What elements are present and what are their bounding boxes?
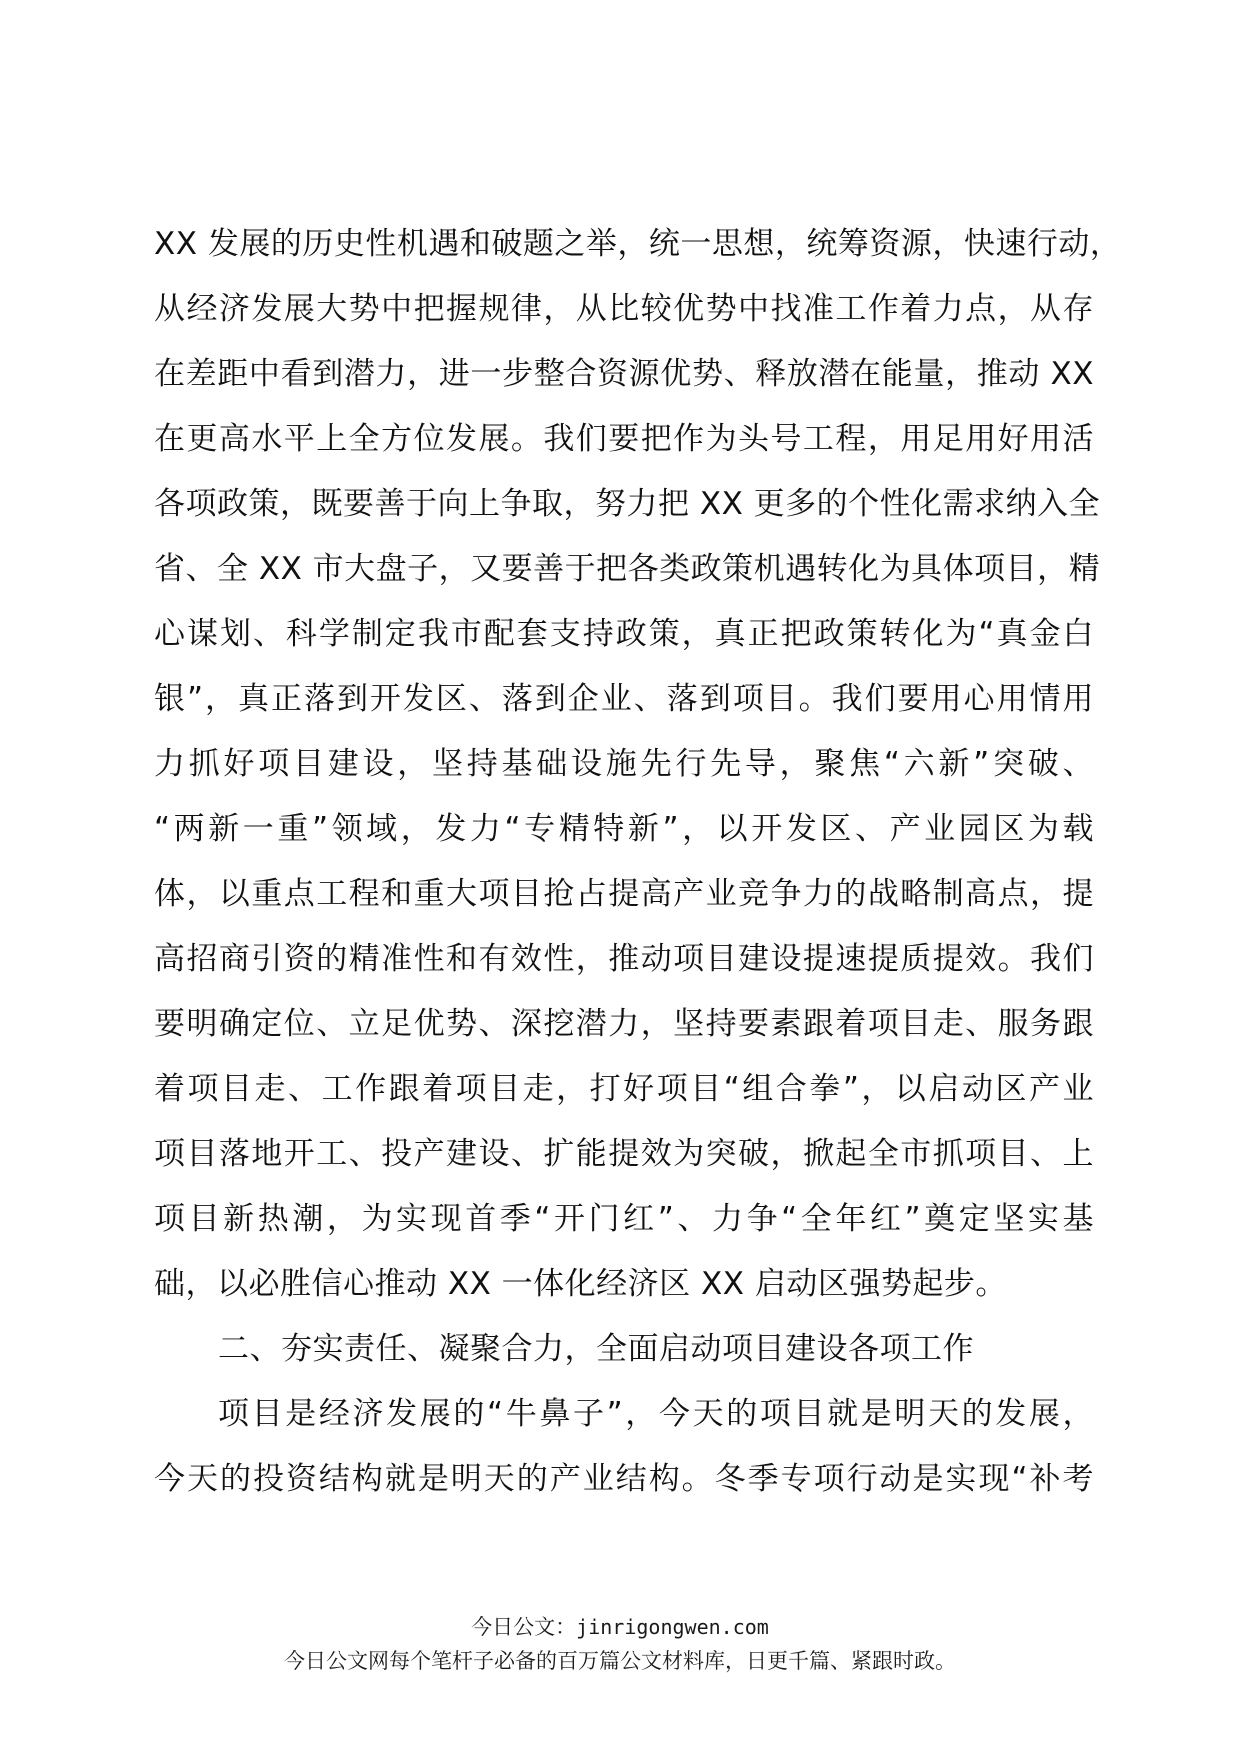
footer-source-site: jinrigongwen.com [576,1615,769,1639]
body-line: 项目落地开工、投产建设、扩能提效为突破，掀起全市抓项目、上 [154,1136,1094,1172]
body-line: 今天的投资结构就是明天的产业结构。冬季专项行动是实现“补考 [154,1461,1094,1497]
body-line: “两新一重”领域，发力“专精特新”，以开发区、产业园区为载 [154,811,1094,847]
body-line: 各项政策，既要善于向上争取，努力把 XX 更多的个性化需求纳入全 [154,486,1101,522]
body-line: XX 发展的历史性机遇和破题之举，统一思想，统筹资源，快速行动， [154,226,1122,262]
body-line: 从经济发展大势中把握规律，从比较优势中找准工作着力点，从存 [154,291,1094,327]
body-line: 在更高水平上全方位发展。我们要把作为头号工程，用足用好用活 [154,421,1094,457]
paragraph-end-line: 础，以必胜信心推动 XX 一体化经济区 XX 启动区强势起步。 [154,1266,1007,1302]
footer-source-label: 今日公文： [471,1615,577,1639]
body-line: 在差距中看到潜力，进一步整合资源优势、释放潜在能量，推动 XX [154,356,1094,392]
body-line: 体，以重点工程和重大项目抢占提高产业竞争力的战略制高点，提 [154,876,1094,912]
body-line: 项目新热潮，为实现首季“开门红”、力争“全年红”奠定坚实基 [154,1201,1094,1237]
footer-source [0,1612,1240,1642]
body-line: 要明确定位、立足优势、深挖潜力，坚持要素跟着项目走、服务跟 [154,1006,1094,1042]
document-body [154,212,1122,1512]
paragraph-first-line: 项目是经济发展的“牛鼻子”，今天的项目就是明天的发展， [218,1396,1094,1432]
body-line: 心谋划、科学制定我市配套支持政策，真正把政策转化为“真金白 [154,616,1094,652]
body-line: 着项目走、工作跟着项目走，打好项目“组合拳”，以启动区产业 [154,1071,1094,1107]
body-line: 省、全 XX 市大盘子，又要善于把各类政策机遇转化为具体项目，精 [154,551,1101,587]
body-line: 力抓好项目建设，坚持基础设施先行先导，聚焦“六新”突破、 [154,746,1094,782]
section-heading: 二、夯实责任、凝聚合力，全面启动项目建设各项工作 [218,1331,974,1367]
footer-tagline: 今日公文网每个笔杆子必备的百万篇公文材料库，日更千篇、紧跟时政。 [284,1649,956,1673]
body-line: 银”，真正落到开发区、落到企业、落到项目。我们要用心用情用 [154,681,1094,717]
body-line: 高招商引资的精准性和有效性，推动项目建设提速提质提效。我们 [154,941,1094,977]
